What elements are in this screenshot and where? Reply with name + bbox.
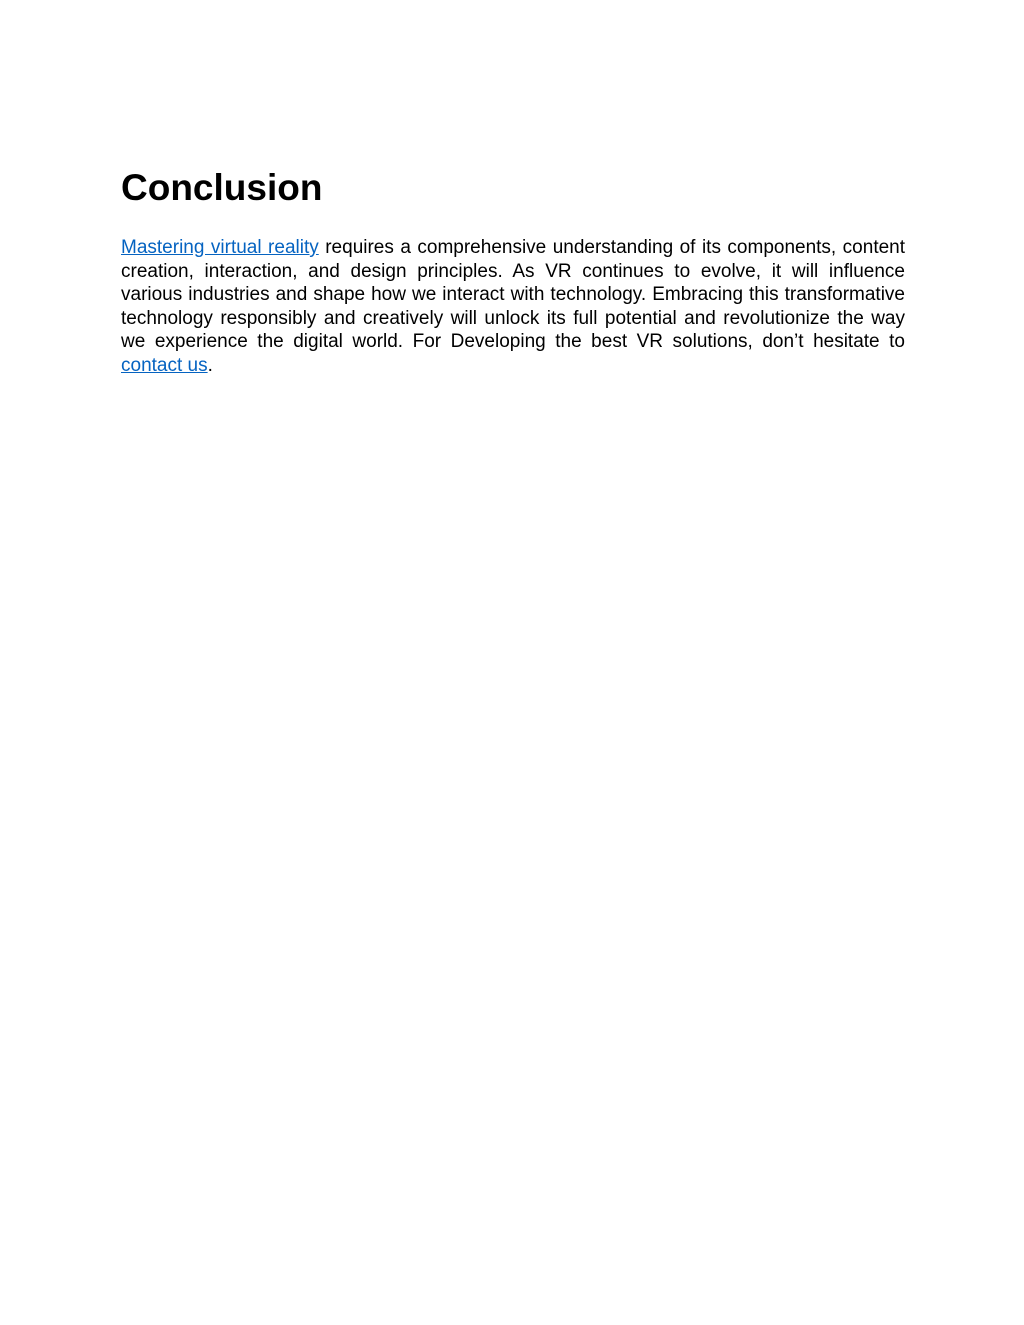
section-heading: Conclusion: [121, 167, 323, 208]
paragraph-text-main: requires a comprehensive understanding of its components, content creation, interaction, and design principles. As VR continues to evolve, it will influence various industries and shape how we interact with technology. Embracing this transformative technology responsibly and creatively will unlock its full potential and revolutionize the way we experience the digital world. For Developing the best VR solutions, don’t hesitate to: [121, 237, 906, 353]
document-page: [121, 164, 905, 378]
mastering-virtual-reality-link[interactable]: Mastering virtual reality: [121, 237, 319, 258]
conclusion-paragraph: [121, 236, 905, 378]
contact-us-link[interactable]: contact us: [121, 354, 208, 376]
paragraph-text-end: .: [207, 354, 213, 376]
